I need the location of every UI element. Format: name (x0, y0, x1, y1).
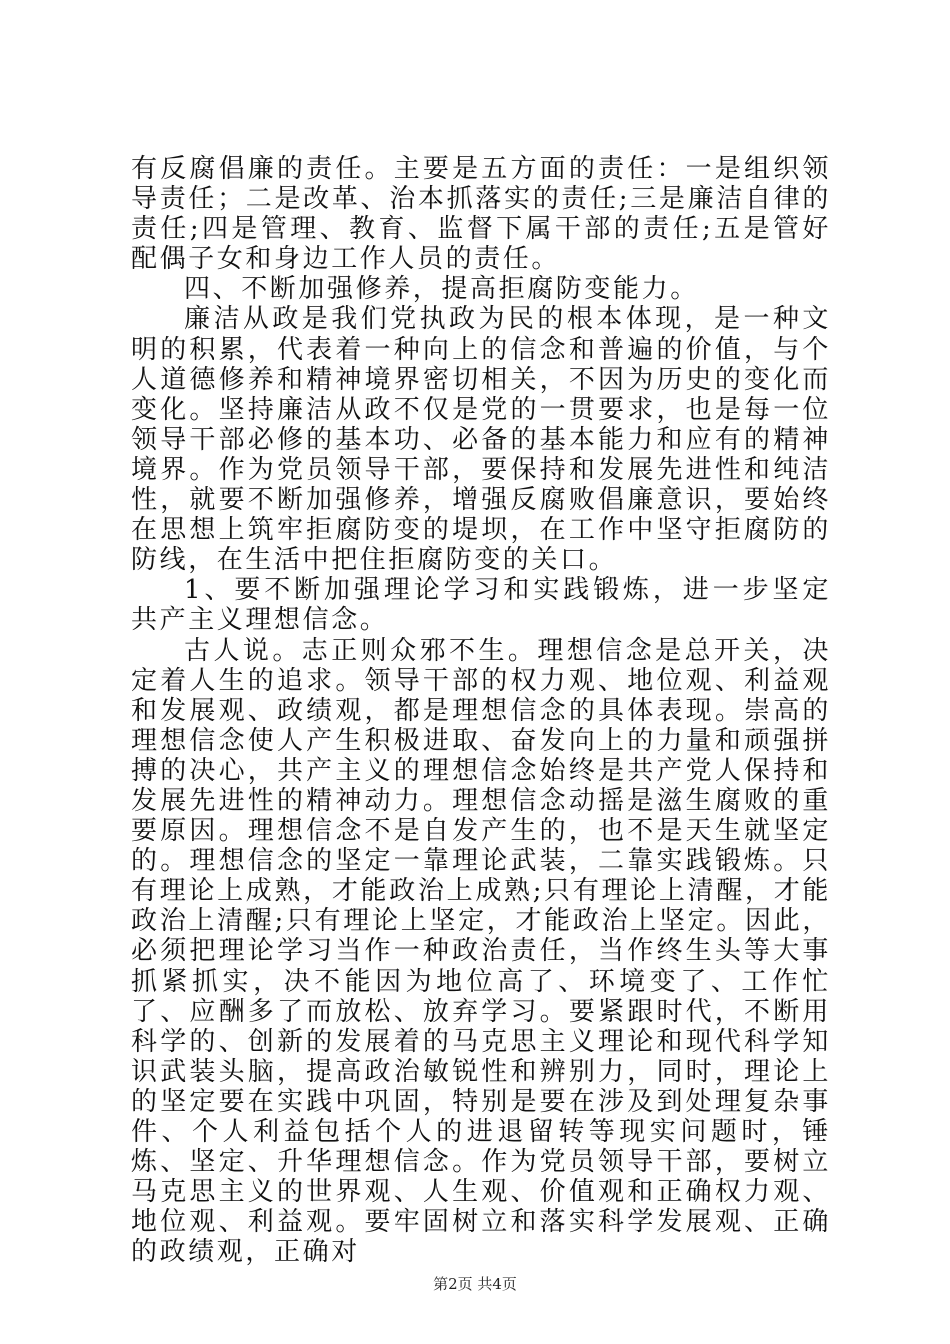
document-body (131, 154, 831, 1267)
paragraph-integrity: 廉洁从政是我们党执政为民的根本体现，是一种文明的积累，代表着一种向上的信念和普遍的价值，与个人道德修养和精神境界密切相关，不因为历史的变化而变化。坚持廉洁从政不仅是党的一贯要求，也是每一位领导干部必修的基本功、必备的基本能力和应有的精神境界。作为党员领导干部，要保持和发展先进性和纯洁性，就要不断加强修养，增强反腐败倡廉意识，要始终在思想上筑牢拒腐防变的堤坝，在工作中坚守拒腐防的防线，在生活中把住拒腐防变的关口。 (131, 304, 831, 576)
subheading-one: 1、要不断加强理论学习和实践锻炼，进一步坚定共产主义理想信念。 (131, 575, 831, 636)
paragraph-responsibilities: 有反腐倡廉的责任。主要是五方面的责任：一是组织领导责任；二是改革、治本抓落实的责任;三是廉洁自律的责任;四是管理、教育、监督下属干部的责任;五是管好配偶子女和身边工作人员的责任。 (131, 154, 831, 275)
section-heading-four: 四、不断加强修养，提高拒腐防变能力。 (184, 274, 699, 305)
page-number-footer: 第2页 共4页 (433, 1275, 517, 1293)
paragraph-ideals: 古人说。志正则众邪不生。理想信念是总开关，决定着人生的追求。领导干部的权力观、地位观、利益观和发展观、政绩观，都是理想信念的具体表现。崇高的理想信念使人产生积极进取、奋发向上的力量和顽强拼搏的决心，共产主义的理想信念始终是共产党人保持和发展先进性的精神动力。理想信念动摇是滋生腐败的重要原因。理想信念不是自发产生的，也不是天生就坚定的。理想信念的坚定一靠理论武装，二靠实践锻炼。只有理论上成熟，才能政治上成熟;只有理论上清醒，才能政治上清醒;只有理论上坚定，才能政治上坚定。因此，必须把理论学习当作一种政治责任，当作终生头等大事抓紧抓实，决不能因为地位高了、环境变了、工作忙了、应酬多了而放松、放弃学习。要紧跟时代，不断用科学的、创新的发展着的马克思主义理论和现代科学知识武装头脑，提高政治敏锐性和辨别力，同时，理论上的坚定要在实践中巩固，特别是要在涉及到处理复杂事件、个人利益包括个人的进退留转等现实问题时，锤炼、坚定、升华理想信念。作为党员领导干部，要树立马克思主义的世界观、人生观、价值观和正确权力观、地位观、利益观。要牢固树立和落实科学发展观、正确的政绩观，正确对 (131, 635, 831, 1268)
